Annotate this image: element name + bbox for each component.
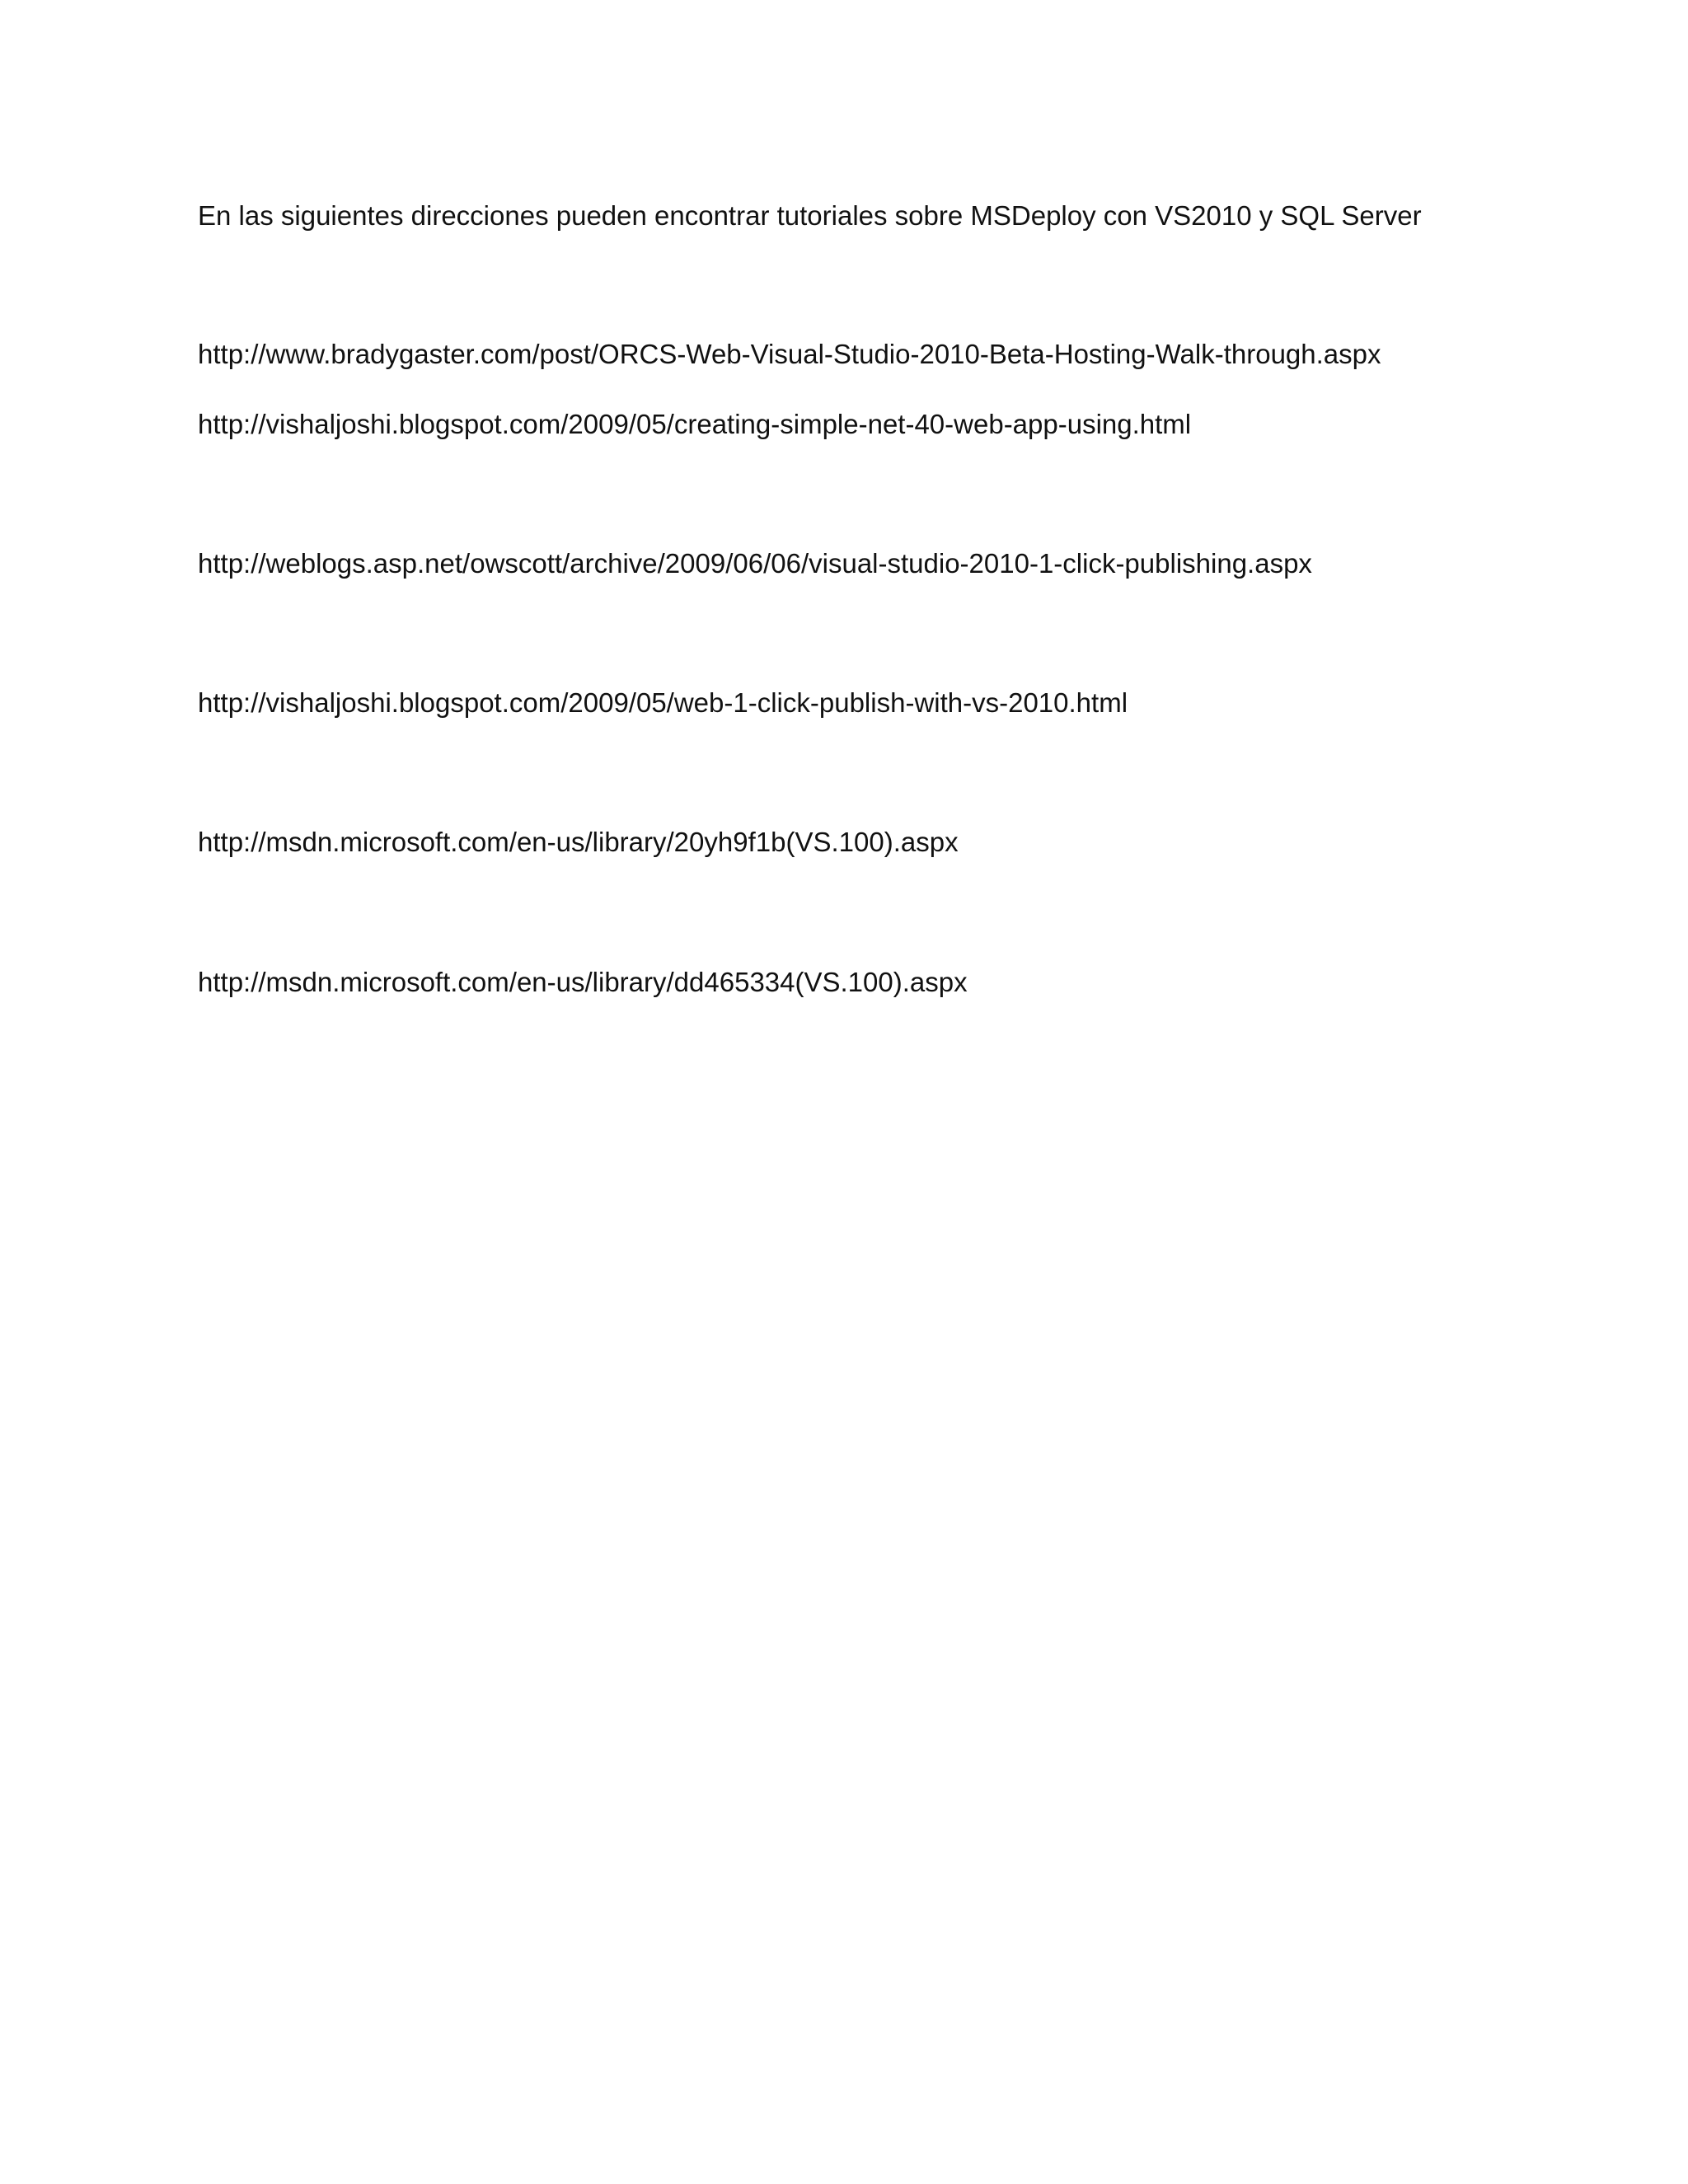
link-item [198,547,1312,580]
tutorial-link-vishaljoshi-publish[interactable]: http://vishaljoshi.blogspot.com/2009/05/web-1-click-publish-with-vs-2010.html [198,687,1128,718]
link-item [198,338,1381,371]
tutorial-link-bradygaster[interactable]: http://www.bradygaster.com/post/ORCS-Web-Visual-Studio-2010-Beta-Hosting-Walk-through.aspx [198,339,1381,369]
link-item [198,408,1191,441]
tutorial-link-owscott[interactable]: http://weblogs.asp.net/owscott/archive/2009/06/06/visual-studio-2010-1-click-publishing.aspx [198,548,1312,579]
tutorial-link-msdn-20yh9f1b[interactable]: http://msdn.microsoft.com/en-us/library/20yh9f1b(VS.100).aspx [198,827,959,857]
intro-paragraph: En las siguientes direcciones pueden encontrar tutoriales sobre MSDeploy con VS2010 y SQL Server [198,200,1422,231]
tutorial-link-vishaljoshi-creating[interactable]: http://vishaljoshi.blogspot.com/2009/05/creating-simple-net-40-web-app-using.html [198,409,1192,439]
link-item [198,687,1128,719]
link-item [198,966,968,999]
link-item [198,826,959,859]
tutorial-link-msdn-dd465334[interactable]: http://msdn.microsoft.com/en-us/library/dd465334(VS.100).aspx [198,967,968,997]
